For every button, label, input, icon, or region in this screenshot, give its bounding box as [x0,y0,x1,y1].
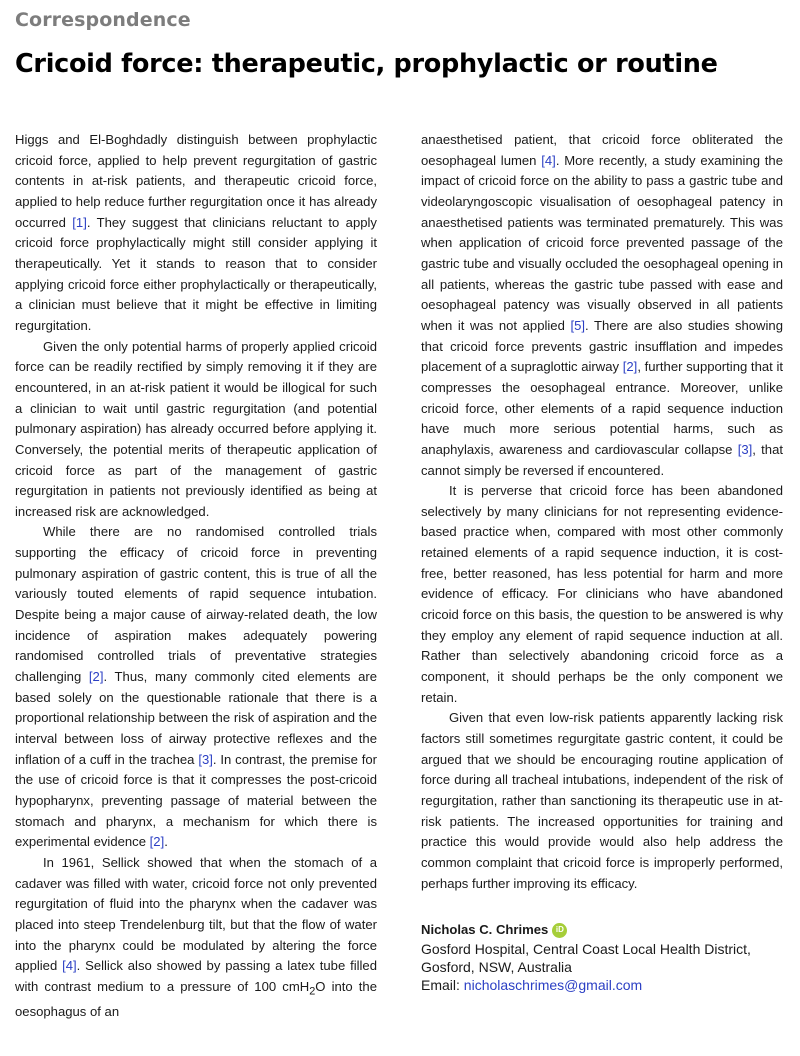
reference-link[interactable]: [4] [62,958,77,974]
paragraph: anaesthetised patient, that cricoid force obliterated the oesophageal lumen [4]. More recently, a study examining the impact of cricoid force on the ability to pass a gastric tube and videolaryngoscopic visualisation of oesophageal patency in anaesthetised patients was terminated prematurely. This was when application of cricoid force prevented passage of the gastric tube and visually occluded the oesophageal opening in all patients, whereas the gastric tube passed with ease and oesophageal patency was visually observed in all patients when it was not applied [5]. There are also studies showing that cricoid force prevents gastric insufflation and impedes placement of a supraglottic airway [2], further supporting that it compresses the oesophageal entrance. Moreover, unlike cricoid force, other elements of a rapid sequence induction have much more serious potential harms, such as anaphylaxis, awareness and cardiovascular collapse [3], that cannot simply be reversed if encountered. [421,132,783,478]
reference-link[interactable]: [4] [541,152,556,168]
reference-link[interactable]: [2] [622,359,638,375]
author-affiliation: Gosford Hospital, Central Coast Local Health District, Gosford, NSW, Australia [421,941,751,976]
email-link[interactable]: nicholaschrimes@gmail.com [463,977,643,994]
paragraph: In 1961, Sellick showed that when the stomach of a cadaver was filled with water, cricoid force not only prevented regurgitation of fluid into the pharynx when the cadaver was placed into steep Trendelenburg tilt, but that the flow of water into the pharynx could be modulated by altering the force applied [4]. Sellick also showed by passing a latex tube filled with contrast medium to a pressure of 100 cmH$_2$O into the oesophagus of an [15,854,377,1020]
author-email: Email: nicholaschrimes@gmail.com [421,977,643,994]
reference-link[interactable]: [3] [198,751,213,767]
left-column [15,130,377,1023]
orcid-icon[interactable]: iD [552,923,567,938]
article-title: Cricoid force: therapeutic, prophylactic or routine [15,49,718,79]
author-signature [421,920,783,994]
author-name: Nicholas C. Chrimes iD [421,920,783,940]
paragraph: Higgs and El-Boghdadly distinguish between prophylactic cricoid force, applied to help prevent regurgitation of gastric contents in at-risk patients, and therapeutic cricoid force, applied to help reduce further regurgitation once it has already occurred [1]. They suggest that clinicians reluctant to apply cricoid force prophylactically might still consider applying it therapeutically. Yet it stands to reason that to consider applying cricoid force either prophylactically or therapeutically, a clinician must believe that it might be effective in limiting regurgitation. [15,132,377,333]
paragraph: Given that even low-risk patients apparently lacking risk factors still sometimes regurgitate gastric content, it could be argued that we should be encouraging routine application of force during all tracheal intubations, independent of the risk of regurgitation, rather than sanctioning its therapeutic use in at-risk patients. The increased opportunities for training and practice this would provide would also help address the common complaint that cricoid force is improperly performed, perhaps further improving its efficacy. [421,710,783,891]
right-column [421,130,783,994]
section-label: Correspondence [15,9,191,31]
reference-link[interactable]: [5] [570,317,586,333]
reference-link[interactable]: [2] [149,834,165,850]
paragraph: Given the only potential harms of properly applied cricoid force can be readily rectified by simply removing it if they are encountered, in an at-risk patient it would be illogical for such a clinician to wait until gastric regurgitation (and potential pulmonary aspiration) has already occurred before applying it. Conversely, the potential merits of therapeutic application of cricoid force as part of the management of gastric regurgitation in patients not previously identified as being at increased risk are acknowledged. [15,338,377,519]
reference-link[interactable]: [1] [72,214,87,230]
paragraph: While there are no randomised controlled trials supporting the efficacy of cricoid force in preventing pulmonary aspiration of gastric content, this is true of all the variously touted elements of rapid sequence intubation. Despite being a major cause of airway-related death, the low incidence of aspiration makes adequately powering randomised controlled trials of preventative strategies challenging [2]. Thus, many commonly cited elements are based solely on the questionable rationale that there is a proportional relationship between the risk of aspiration and the interval between loss of airway protective reflexes and the inflation of a cuff in the trachea [3]. In contrast, the premise for the use of cricoid force is that it compresses the post-cricoid hypopharynx, preventing passage of material between the stomach and pharynx, a mechanism for which there is experimental evidence [2]. [15,524,378,850]
reference-link[interactable]: [2] [88,669,104,685]
reference-link[interactable]: [3] [737,441,753,457]
paragraph: It is perverse that cricoid force has been abandoned selectively by many clinicians for not representing evidence-based practice when, compared with most other commonly retained elements of a rapid sequence induction, it is cost-free, better reasoned, has less potential for harm and more evidence of efficacy. For clinicians who have abandoned cricoid force on this basis, the question to be answered is why they employ any element of rapid sequence induction at all. Rather than selectively abandoning cricoid force as a component, it should perhaps be the only component we retain. [421,483,783,705]
